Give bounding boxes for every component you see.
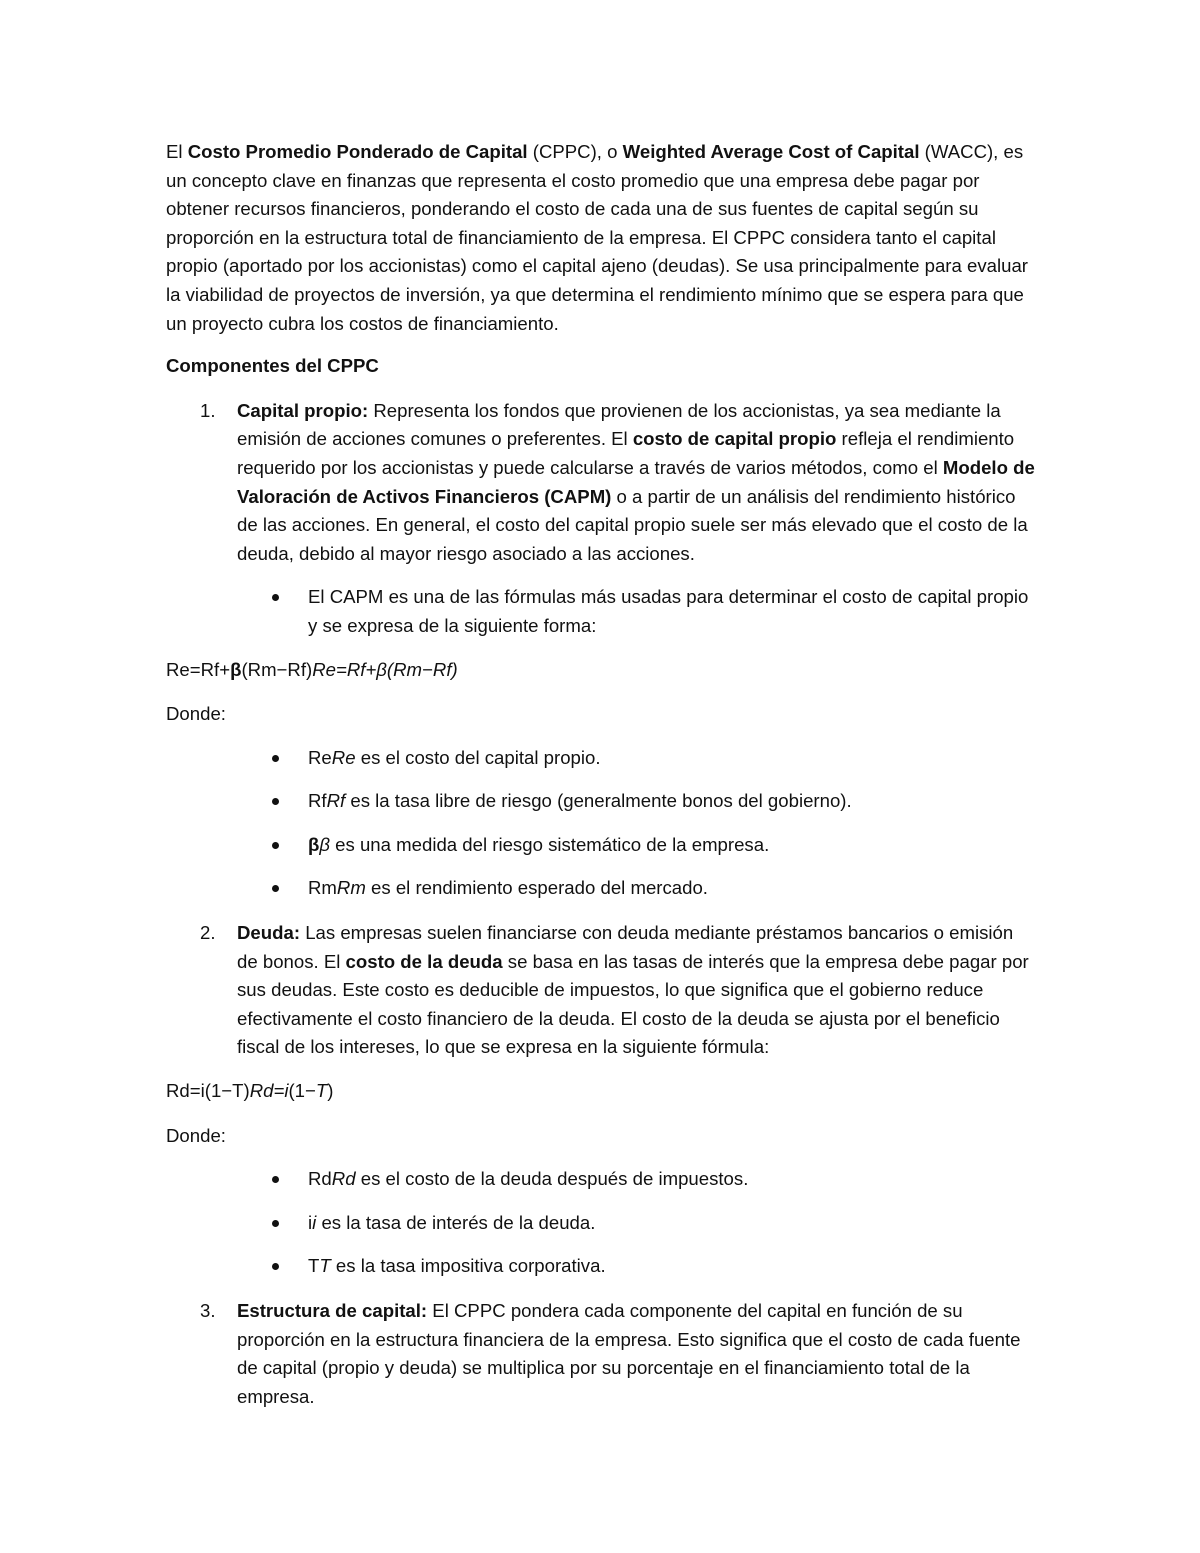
formula-text: Re=Rf+: [166, 658, 231, 680]
formula-text: (1−: [288, 1080, 316, 1102]
intro-text: (CPPC), o: [527, 141, 623, 162]
list-item-text-part: El CPPC pondera cada componente del capital en función de su proporción en la estructura financiera de la empresa. Esto significa que el costo de cada fuente de capital (propio y deuda) se multiplica por su porcentaje en el financiamiento total de la empresa.: [237, 1300, 1021, 1407]
bullet-dot-icon: [272, 755, 279, 762]
list-item-text-part: refleja el rendimiento requerido por los accionistas y puede calcularse a través de varios métodos, como el: [237, 428, 1015, 478]
list-item-text-part: o a partir de un análisis del rendimiento histórico de las acciones. En general, el costo del capital propio suele ser más elevado que el costo de la deuda, debido al mayor riesgo asociado a las acciones.: [237, 485, 1028, 564]
definition-text: [308, 744, 1036, 773]
list-item-text-part: Las empresas suelen financiarse con deuda mediante préstamos bancarios o emisión de bonos. El: [237, 922, 1014, 972]
list-item-deuda: [166, 919, 1036, 1062]
list-item-text: [237, 919, 1036, 1062]
definition-symbol-italic: Rm: [336, 877, 366, 899]
list-item-text: [237, 1297, 1036, 1411]
bullet-dot-icon: [272, 594, 279, 601]
definition-description: es la tasa impositiva corporativa.: [330, 1255, 606, 1277]
definition-symbol: i: [308, 1211, 313, 1233]
list-number: 1.: [200, 399, 216, 421]
list-number: 2.: [200, 922, 216, 944]
intro-bold-cppc: Costo Promedio Ponderado de Capital: [187, 141, 528, 162]
definition-symbol-italic: Rd: [331, 1168, 356, 1190]
formula-capm: [166, 656, 1036, 685]
definition-item: [166, 874, 1036, 903]
definition-description: es una medida del riesgo sistemático de la empresa.: [329, 833, 770, 855]
list-item-bold: Modelo de Valoración de Activos Financieros (CAPM): [237, 456, 1035, 507]
definition-symbol-italic: i: [312, 1211, 317, 1233]
intro-text: (WACC), es un concepto clave en finanzas que representa el costo promedio que una empresa debe pagar por obtener recursos financieros, ponderando el costo de cada una de sus fuentes de capital según su proporción en la estructura total de financiamiento de la empresa. El CPPC considera tanto el capital propio (aportado por los accionistas) como el capital ajeno (deudas). Se usa principalmente para evaluar la viabilidad de proyectos de inversión, ya que determina el rendimiento mínimo que se espera para que un proyecto cubra los costos de financiamiento.: [166, 141, 1028, 334]
intro-bold-wacc: Weighted Average Cost of Capital: [622, 141, 920, 162]
list-number: 3.: [200, 1300, 216, 1321]
list-item-capital-propio: [166, 397, 1036, 569]
list-item-text-part: se basa en las tasas de interés que la empresa debe pagar por sus deudas. Este costo es deducible de impuestos, lo que significa que el gobierno reduce efectivamente el costo financiero de la deuda. El costo de la deuda se ajusta por el beneficio fiscal de los intereses, lo que se expresa en la siguiente fórmula:: [237, 950, 1029, 1058]
section-heading: Componentes del CPPC: [166, 355, 379, 377]
formula-italic: T: [315, 1080, 328, 1102]
formula-beta: β: [230, 658, 242, 680]
list-item-text: [237, 397, 1036, 569]
definition-description: es el costo del capital propio.: [355, 746, 601, 768]
list-item-label: Capital propio:: [237, 399, 369, 421]
bullet-dot-icon: [272, 1220, 279, 1227]
definition-item: [166, 1252, 1036, 1281]
definition-symbol: Re: [308, 746, 332, 768]
definition-description: es la tasa libre de riesgo (generalmente bonos del gobierno).: [345, 790, 852, 812]
bullet-capm: [166, 583, 1036, 640]
list-item-label: Deuda:: [237, 922, 301, 944]
definition-symbol-italic: Re: [331, 746, 356, 768]
definition-item: [166, 1209, 1036, 1238]
definition-description: es la tasa de interés de la deuda.: [316, 1211, 596, 1233]
donde-label: Donde:: [166, 1124, 226, 1146]
definition-item: [166, 744, 1036, 773]
formula-italic: Rd=i: [249, 1080, 289, 1102]
formula-text: (Rm−Rf): [241, 658, 313, 680]
formula-deuda: [166, 1077, 1036, 1106]
definition-symbol-italic: T: [319, 1255, 331, 1277]
list-item-bold: costo de capital propio: [632, 428, 837, 450]
definition-text: [308, 1252, 1036, 1281]
definition-text: [308, 874, 1036, 903]
definition-item: [166, 831, 1036, 860]
formula-italic: Re=Rf+β(Rm−Rf): [312, 658, 458, 680]
definition-text: [308, 1165, 1036, 1194]
definition-symbol: Rm: [308, 877, 337, 899]
definition-description: es el costo de la deuda después de impuestos.: [355, 1168, 749, 1190]
formula-text: Rd=i(1−T): [166, 1080, 250, 1102]
bullet-dot-icon: [272, 798, 279, 805]
formula-text: ): [327, 1080, 334, 1102]
list-item-estructura: [166, 1297, 1036, 1411]
bullet-text: El CAPM es una de las fórmulas más usadas para determinar el costo de capital propio y se expresa de la siguiente forma:: [308, 586, 1029, 636]
bullet-dot-icon: [272, 842, 279, 849]
definition-text: [308, 831, 1036, 860]
definition-symbol: β: [308, 833, 320, 855]
definition-item: [166, 1165, 1036, 1194]
definition-text: [308, 787, 1036, 816]
intro-text: El: [166, 141, 188, 162]
definition-item: [166, 787, 1036, 816]
definition-description: es el rendimiento esperado del mercado.: [365, 877, 708, 899]
intro-paragraph: [166, 138, 1036, 338]
definition-symbol-italic: Rf: [326, 790, 346, 812]
list-item-bold: costo de la deuda: [345, 950, 503, 972]
list-item-label: Estructura de capital:: [237, 1300, 428, 1321]
definition-text: [308, 1209, 1036, 1238]
definition-symbol: Rf: [308, 790, 327, 812]
bullet-dot-icon: [272, 1176, 279, 1183]
definition-symbol-italic: β: [319, 833, 330, 855]
definition-symbol: T: [308, 1255, 320, 1277]
donde-label: Donde:: [166, 703, 226, 725]
bullet-dot-icon: [272, 885, 279, 892]
document-page: [166, 138, 1036, 1411]
list-item-text-part: Representa los fondos que provienen de los accionistas, ya sea mediante la emisión de acciones comunes o preferentes. El: [237, 399, 1001, 450]
definition-symbol: Rd: [308, 1168, 332, 1190]
bullet-dot-icon: [272, 1263, 279, 1270]
